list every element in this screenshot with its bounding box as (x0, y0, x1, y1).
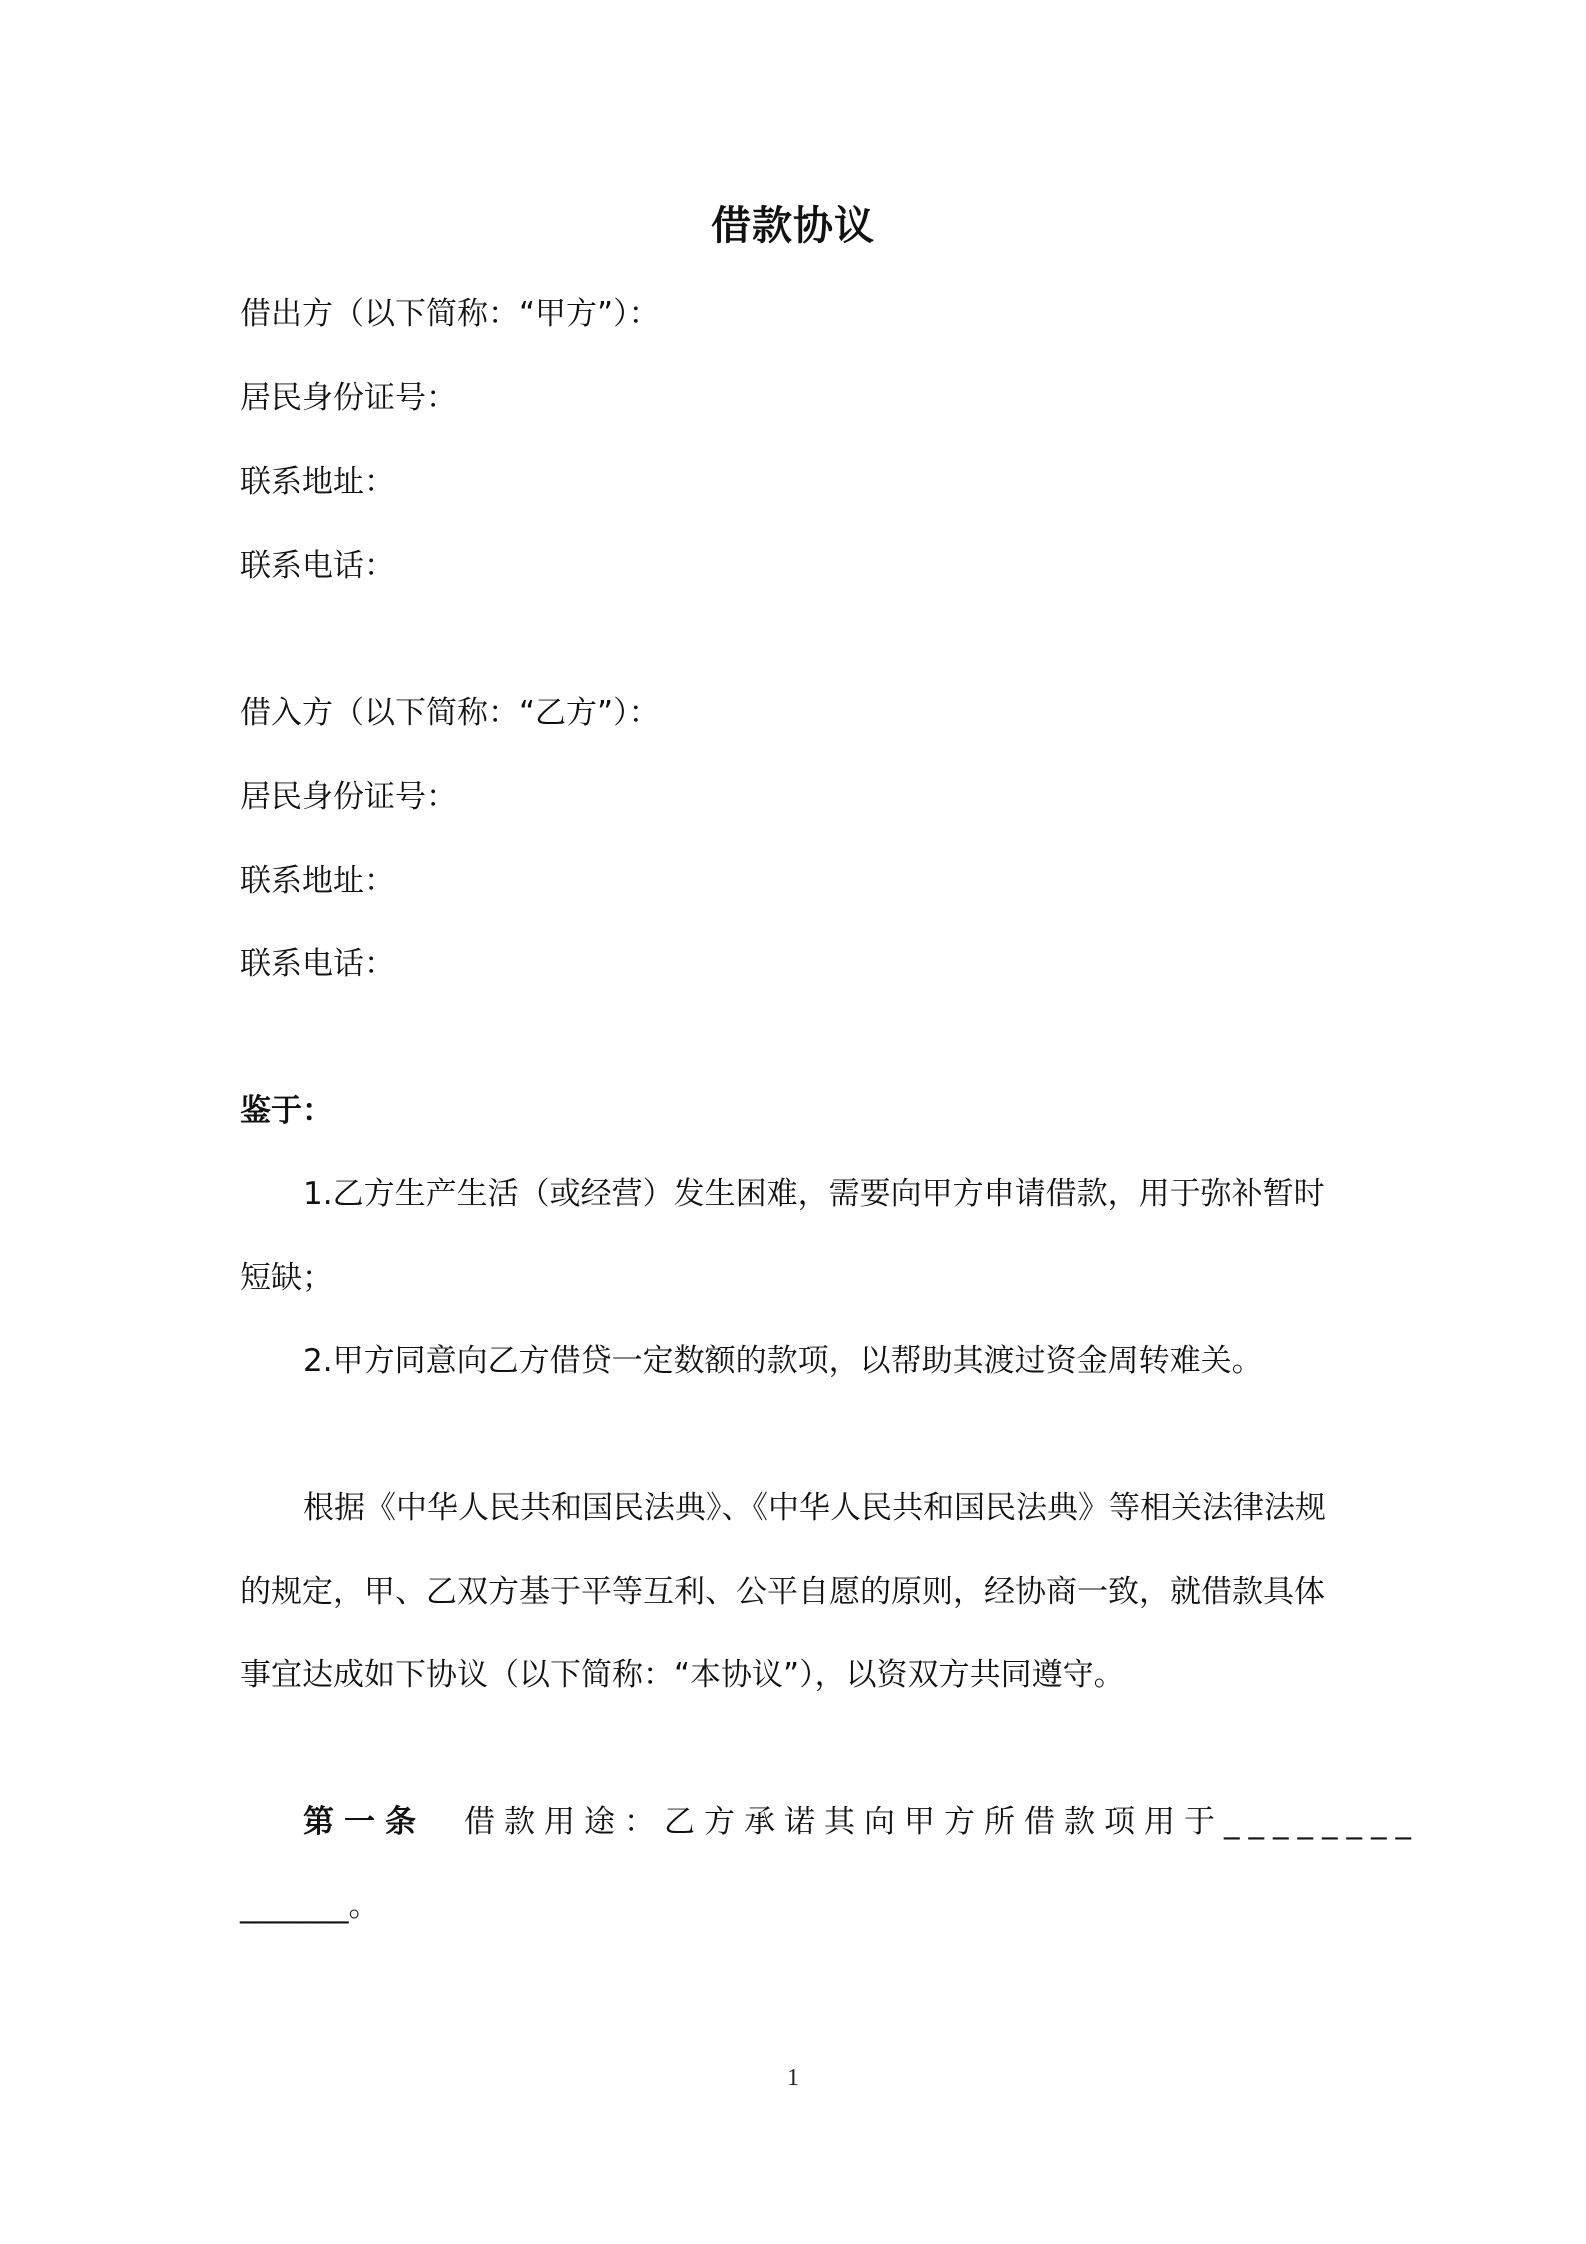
preamble-line1: 根据《中华人民共和国民法典》、《中华人民共和国民法典》等相关法律法规 (303, 1490, 1326, 1526)
borrower-phone-label: 联系电话： (240, 946, 395, 982)
page-number: 1 (787, 2065, 799, 2091)
lender-address-label: 联系地址： (240, 464, 395, 500)
article-1 (303, 1800, 1420, 1844)
borrower-id-label: 居民身份证号： (240, 779, 457, 815)
preamble-line2: 的规定，甲、乙双方基于平等互利、公平自愿的原则，经协商一致，就借款具体 (240, 1574, 1325, 1610)
preamble-line3: 事宜达成如下协议（以下简称：“本协议”），以资双方共同遵守。 (240, 1657, 1125, 1693)
whereas-item1-line1: 1.乙方生产生活（或经营）发生困难，需要向甲方申请借款，用于弥补暂时 (303, 1176, 1325, 1212)
article-1-body: 借款用途：乙方承诺其向甲方所借款项用于________ (464, 1804, 1420, 1840)
whereas-label: 鉴于： (240, 1093, 333, 1129)
borrower-address-label: 联系地址： (240, 863, 395, 899)
lender-phone-label: 联系电话： (240, 548, 395, 584)
article-1-heading: 第一条 (303, 1804, 426, 1840)
article-1-continuation: _______。 (240, 1888, 380, 1924)
lender-heading: 借出方（以下简称：“甲方”）： (240, 296, 660, 332)
lender-id-label: 居民身份证号： (240, 380, 457, 416)
borrower-heading: 借入方（以下简称：“乙方”）： (240, 695, 660, 731)
whereas-item2: 2.甲方同意向乙方借贷一定数额的款项，以帮助其渡过资金周转难关。 (303, 1343, 1263, 1379)
whereas-item1-line2: 短缺； (240, 1260, 333, 1296)
document-title: 借款协议 (711, 203, 875, 249)
